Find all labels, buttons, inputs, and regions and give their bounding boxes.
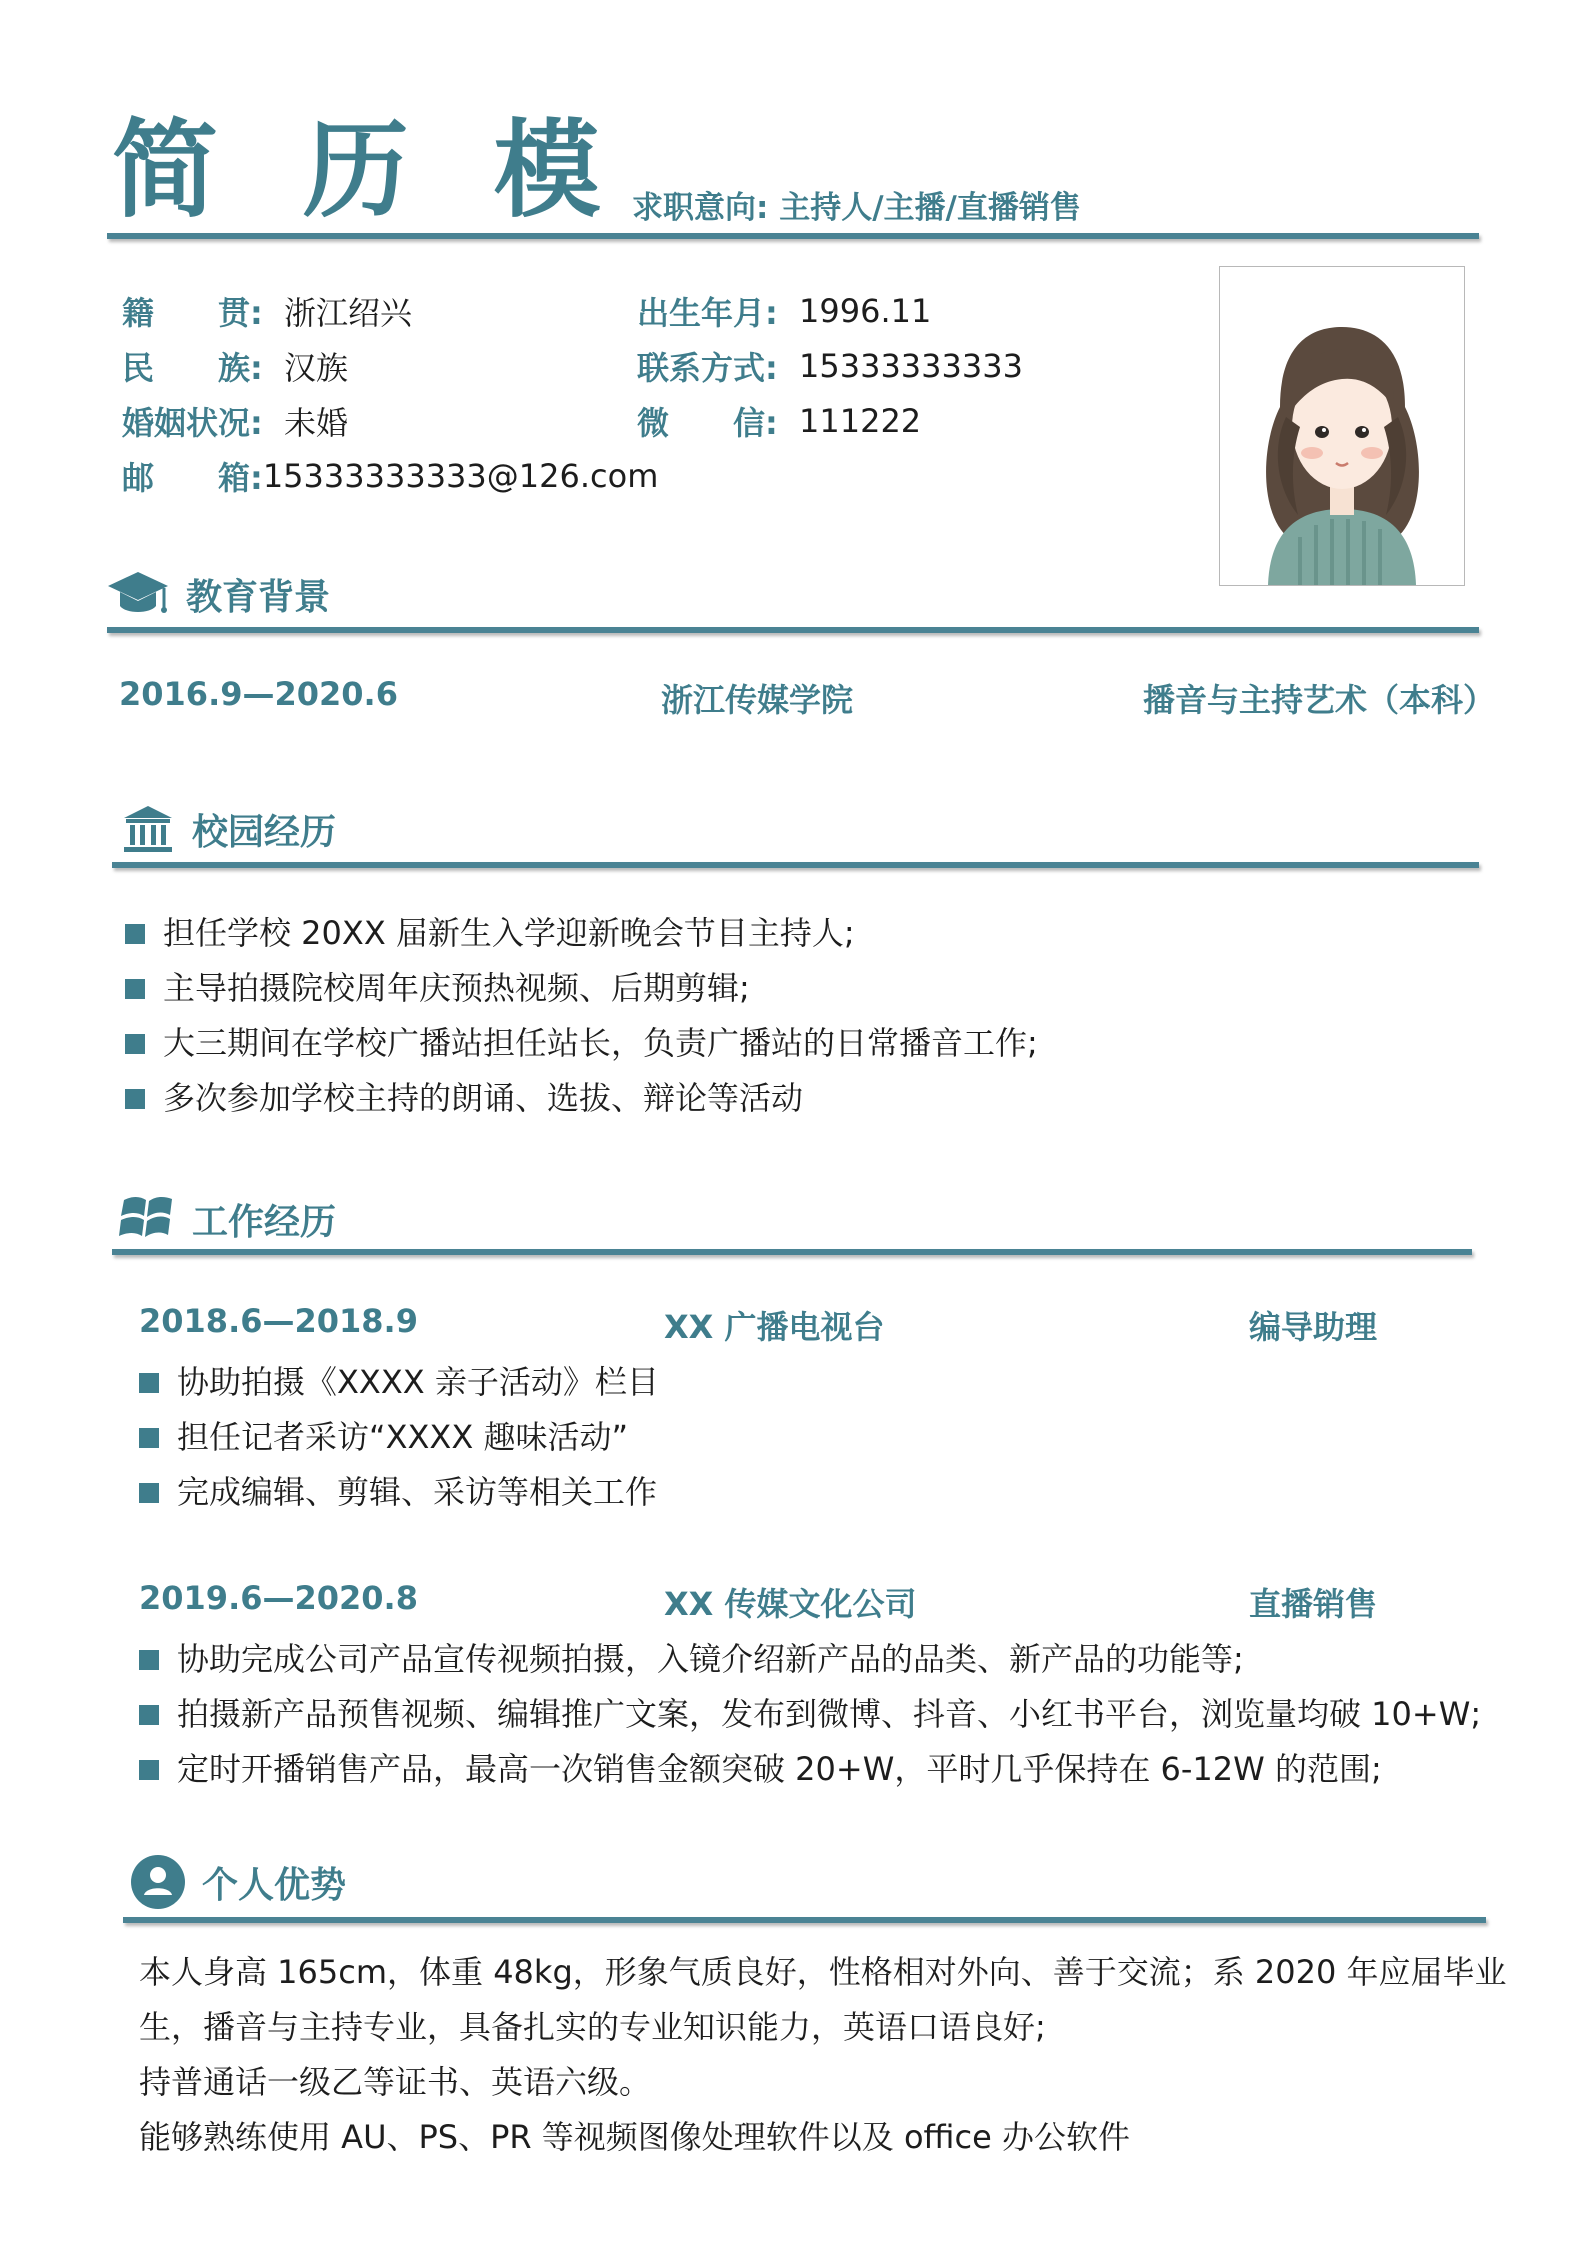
square-bullet-icon (139, 1428, 159, 1448)
resume-title: 简 历 模 (112, 109, 624, 232)
job-1-list (139, 1352, 659, 1517)
profile-photo (1219, 266, 1465, 586)
list-item-text: 多次参加学校主持的朗诵、选拔、辩论等活动 (163, 1078, 804, 1117)
list-item (139, 1407, 659, 1462)
info-row-birth (637, 283, 1157, 338)
list-item (139, 1629, 1481, 1684)
list-item (139, 1352, 659, 1407)
list-item-text: 完成编辑、剪辑、采访等相关工作 (177, 1472, 658, 1511)
list-item-text: 担任学校 20XX 届新生入学迎新晚会节目主持人; (163, 913, 855, 952)
work-title: 工作经历 (192, 1201, 337, 1243)
basic-info-left (122, 283, 659, 503)
advantages-divider (123, 1917, 1486, 1923)
education-major: 播音与主持艺术（本科） (1143, 681, 1496, 719)
window-flag-icon (118, 1192, 176, 1246)
education-school: 浙江传媒学院 (661, 681, 854, 719)
square-bullet-icon (125, 1034, 145, 1054)
list-item (125, 958, 1038, 1013)
info-label: 出生年月: (637, 293, 778, 332)
info-value: 1996.11 (799, 291, 932, 330)
header-divider (107, 233, 1479, 239)
square-bullet-icon (139, 1483, 159, 1503)
work-section-header (118, 1192, 336, 1246)
job-1-role: 编导助理 (1249, 1308, 1378, 1346)
info-row-email (122, 448, 659, 503)
campus-building-icon (120, 803, 176, 855)
job-2-period: 2019.6—2020.8 (139, 1579, 418, 1617)
advantages-section-header (130, 1854, 346, 1910)
campus-divider (112, 862, 1479, 868)
info-row-native-place (122, 283, 642, 338)
list-item (125, 903, 1038, 958)
list-item-text: 主导拍摄院校周年庆预热视频、后期剪辑; (163, 968, 750, 1007)
info-row-marital-status (122, 393, 642, 448)
campus-section-header (120, 803, 336, 855)
campus-title: 校园经历 (192, 811, 337, 853)
info-row-ethnicity (122, 338, 642, 393)
square-bullet-icon (125, 979, 145, 999)
list-item (139, 1462, 659, 1517)
education-title: 教育背景 (186, 576, 331, 618)
info-label: 邮 箱: (122, 458, 263, 497)
info-row-wechat (637, 393, 1157, 448)
list-item (139, 1739, 1481, 1794)
list-item (125, 1013, 1038, 1068)
graduation-cap-icon (106, 568, 170, 620)
info-value: 浙江绍兴 (284, 293, 413, 332)
basic-info-right (637, 283, 1157, 448)
advantages-title: 个人优势 (202, 1864, 347, 1906)
list-item-text: 定时开播销售产品，最高一次销售金额突破 20+W，平时几乎保持在 6-12W 的范围; (177, 1749, 1382, 1788)
list-item (139, 1684, 1481, 1739)
list-item (125, 1068, 1038, 1123)
education-period: 2016.9—2020.6 (119, 675, 398, 713)
info-label: 婚姻状况: (122, 403, 263, 442)
avatar-illustration (1220, 267, 1464, 585)
list-item-text: 大三期间在学校广播站担任站长，负责广播站的日常播音工作; (163, 1023, 1038, 1062)
list-item-text: 拍摄新产品预售视频、编辑推广文案，发布到微博、抖音、小红书平台，浏览量均破 10+W; (177, 1694, 1482, 1733)
info-row-phone (637, 338, 1157, 393)
campus-list (125, 903, 1038, 1123)
advantages-line: 本人身高 165cm，体重 48kg，形象气质良好，性格相对外向、善于交流；系 2020 年应届毕业 (139, 1953, 1507, 1991)
job-2-role: 直播销售 (1249, 1585, 1378, 1623)
square-bullet-icon (125, 924, 145, 944)
education-section-header (106, 568, 330, 620)
square-bullet-icon (139, 1705, 159, 1725)
job-1-company: XX 广播电视台 (664, 1308, 885, 1346)
info-label: 籍 贯: (122, 293, 263, 332)
square-bullet-icon (139, 1373, 159, 1393)
work-divider (112, 1249, 1472, 1255)
list-item-text: 协助完成公司产品宣传视频拍摄，入镜介绍新产品的品类、新产品的功能等; (177, 1639, 1244, 1678)
advantages-line: 持普通话一级乙等证书、英语六级。 (139, 2063, 652, 2101)
list-item-text: 协助拍摄《XXXX 亲子活动》栏目 (177, 1362, 659, 1401)
job-2-company: XX 传媒文化公司 (664, 1585, 917, 1623)
advantages-text (139, 1945, 1507, 2165)
info-label: 民 族: (122, 348, 263, 387)
info-value: 未婚 (284, 403, 349, 442)
advantages-line: 能够熟练使用 AU、PS、PR 等视频图像处理软件以及 office 办公软件 (139, 2118, 1130, 2156)
info-value: 15333333333 (799, 346, 1023, 385)
info-value: 汉族 (284, 348, 349, 387)
square-bullet-icon (139, 1650, 159, 1670)
education-divider (107, 627, 1479, 633)
info-label: 微 信: (637, 403, 778, 442)
info-value: 111222 (799, 401, 922, 440)
advantages-line: 生，播音与主持专业，具备扎实的专业知识能力，英语口语良好; (139, 2008, 1046, 2046)
info-label: 联系方式: (637, 348, 778, 387)
job-intention: 求职意向: 主持人/主播/直播销售 (632, 190, 1081, 226)
square-bullet-icon (139, 1760, 159, 1780)
person-icon (130, 1854, 186, 1910)
job-1-period: 2018.6—2018.9 (139, 1302, 418, 1340)
list-item-text: 担任记者采访“XXXX 趣味活动” (177, 1417, 629, 1456)
job-2-list (139, 1629, 1481, 1794)
info-value: 15333333333@126.com (262, 456, 659, 495)
square-bullet-icon (125, 1089, 145, 1109)
